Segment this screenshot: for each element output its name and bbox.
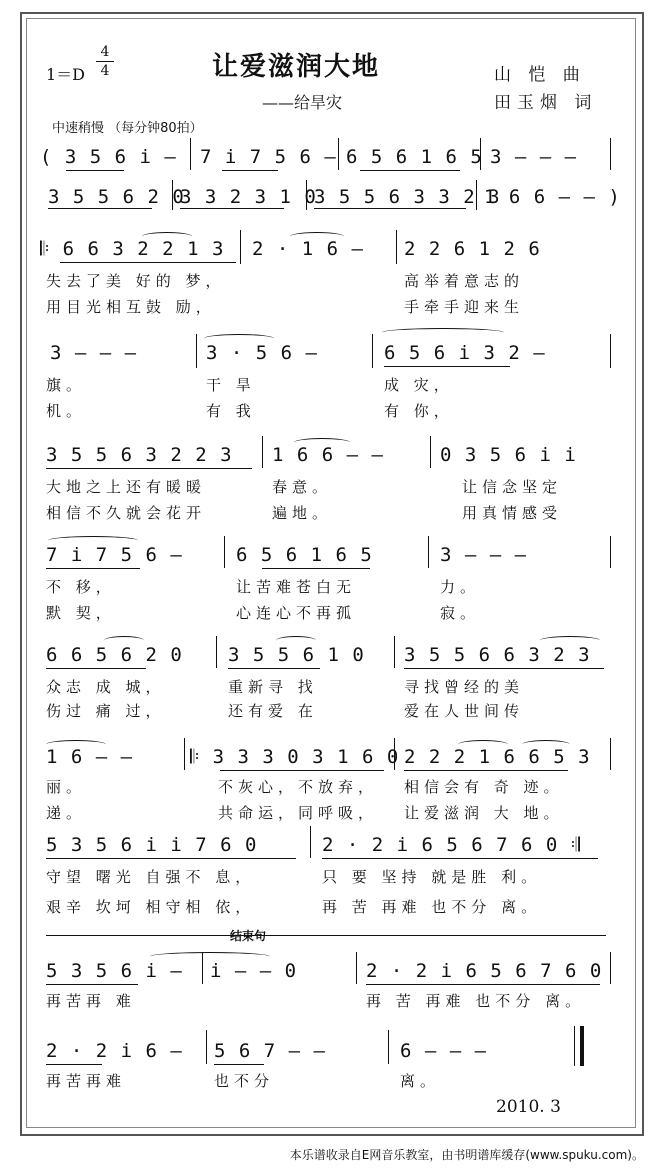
measure: 6 5 6 i 3 2 —	[384, 342, 546, 364]
measure: 5 6 7 — —	[214, 1040, 326, 1062]
lyric-verse2: 用目光相互鼓 励，	[46, 298, 216, 316]
measure: 3 — — —	[50, 342, 138, 364]
beam	[222, 170, 278, 171]
measure: 𝄆 3 3 3 0 3 1 6 0	[190, 746, 400, 768]
lyric-verse1: 春意。	[272, 478, 333, 496]
lyric-verse2: 还有爱 在	[228, 702, 318, 720]
lyric-verse1: 寻找曾经的美	[404, 678, 525, 696]
lyric-verse1: 干 旱	[206, 376, 256, 394]
beam	[214, 1064, 264, 1065]
time-signature-top: 4	[100, 44, 110, 60]
ending-bracket	[46, 935, 606, 936]
measure: 7 i 7 5 6 —	[46, 544, 183, 566]
lyric-verse2: 有 你，	[384, 402, 454, 420]
measure: 0 3 5 6 i i	[440, 444, 577, 466]
beam	[360, 170, 460, 171]
measure: i — — 0	[210, 960, 298, 982]
measure: 6 — — —	[400, 1040, 488, 1062]
bar-line	[356, 952, 357, 984]
measure: 2 · 2 i 6 —	[46, 1040, 183, 1062]
bar-line	[306, 180, 307, 210]
measure: 2 · 2 i 6 5 6 7 6 0 𝄇	[322, 834, 582, 856]
measure: 2 2 6 1 2 6	[404, 238, 541, 260]
time-signature-bottom: 4	[100, 63, 110, 79]
lyric-verse2: 共命运，同呼吸，	[218, 804, 379, 822]
bar-line	[338, 138, 339, 170]
bar-line	[476, 180, 477, 210]
slur	[382, 328, 504, 337]
measure: ( 3 5 6 i —	[40, 146, 177, 168]
measure: 3 5 5 6 3 2 2 3	[46, 444, 233, 466]
lyric-verse1: 重新寻 找	[228, 678, 318, 696]
final-bar-line-thin	[574, 1026, 575, 1066]
beam	[314, 208, 466, 209]
bar-line	[428, 536, 429, 568]
measure: 3 — — —	[440, 544, 528, 566]
bar-line	[394, 636, 395, 668]
lyric-verse2: 相信不久就会花开	[46, 504, 207, 522]
measure: 2 2 2 1 6 6 5 3	[404, 746, 591, 768]
bar-line	[196, 334, 197, 368]
lyric-verse2: 递。	[46, 804, 87, 822]
beam	[60, 262, 236, 263]
measure: 3 5 5 6 1 0	[228, 644, 365, 666]
lyric-verse1: 让苦难苍白无	[236, 578, 357, 596]
bar-line	[610, 334, 611, 368]
bar-line	[480, 138, 481, 170]
lyric-verse2: 艰辛 坎坷 相守相 依，	[46, 898, 256, 916]
beam	[46, 568, 140, 569]
lyric-verse2: 机。	[46, 402, 87, 420]
measure: 6 5 6 1 6 5	[236, 544, 373, 566]
bar-line	[184, 738, 185, 770]
lyric-verse2: 让爱滋润 大 地。	[404, 804, 564, 822]
bar-line	[224, 536, 225, 568]
lyric-verse1: 丽。	[46, 778, 87, 796]
song-subtitle: ——给旱灾	[262, 93, 343, 112]
beam	[384, 366, 510, 367]
bar-line	[430, 436, 431, 468]
bar-line	[388, 1030, 389, 1064]
lyric-verse1: 力。	[440, 578, 481, 596]
lyric-verse1: 大地之上还有暖暖	[46, 478, 207, 496]
beam	[366, 984, 600, 985]
bar-line	[216, 636, 217, 668]
lyric-verse2: 有 我	[206, 402, 256, 420]
lyric-verse1: 失去了美 好的 梦，	[46, 272, 226, 290]
lyric-verse2: 心连心不再孤	[236, 604, 357, 622]
time-signature-line	[96, 61, 114, 62]
beam	[46, 984, 138, 985]
lyricist-credit: 田玉烟 词	[494, 93, 598, 113]
beam	[322, 858, 598, 859]
key-signature: 1＝D	[46, 65, 86, 84]
measure: 3 · 5 6 —	[206, 342, 318, 364]
lyric-verse1: 相信会有 奇 迹。	[404, 778, 564, 796]
beam	[46, 468, 252, 469]
lyric-final: 再苦再难	[46, 1072, 127, 1090]
bar-line	[372, 334, 373, 368]
tempo-marking: 中速稍慢 （每分钟80拍）	[52, 121, 203, 136]
lyric-verse1: 让信念坚定	[462, 478, 563, 496]
measure: 3 5 5 6 3 3 2 3	[314, 186, 501, 208]
beam	[46, 1064, 102, 1065]
bar-line	[610, 952, 611, 984]
lyric-verse2: 手牵手迎来生	[404, 298, 525, 316]
lyric-verse2: 寂。	[440, 604, 481, 622]
bar-line	[610, 138, 611, 170]
lyric-verse1: 不 移，	[46, 578, 116, 596]
bar-line	[190, 138, 191, 170]
lyric-verse1: 旗。	[46, 376, 87, 394]
measure: 𝄆 6 6 3 2 2 1 3	[40, 238, 225, 260]
measure: 1 6 6 — — )	[484, 186, 621, 208]
measure: 2 · 2 i 6 5 6 7 6 0	[366, 960, 603, 982]
lyric-final: 再苦再 难	[46, 992, 136, 1010]
bar-line	[610, 738, 611, 770]
lyric-verse2: 爱在人世间传	[404, 702, 525, 720]
measure: 5 3 5 6 i i 7 6 0	[46, 834, 258, 856]
measure: 7 i 7 5 6 —	[200, 146, 337, 168]
beam	[404, 668, 604, 669]
lyric-verse1: 不灰心，不放弃，	[218, 778, 379, 796]
bar-line	[262, 436, 263, 468]
bar-line	[396, 230, 397, 264]
bar-line	[206, 1030, 207, 1064]
beam	[228, 668, 320, 669]
lyric-verse2: 默 契，	[46, 604, 116, 622]
measure: 6 6 5 6 2 0	[46, 644, 183, 666]
beam	[46, 858, 296, 859]
lyric-final: 也不分	[214, 1072, 275, 1090]
measure: 3 5 5 6 2 0	[48, 186, 185, 208]
measure: 2 · 1 6 —	[252, 238, 364, 260]
lyric-verse2: 用真情感受	[462, 504, 563, 522]
song-title: 让爱滋润大地	[212, 52, 381, 82]
bar-line	[310, 826, 311, 858]
measure: 3 3 2 3 1 0	[180, 186, 317, 208]
final-bar-line-thick	[580, 1026, 584, 1066]
measure: 3 5 5 6 6 3 2 3	[404, 644, 591, 666]
lyric-verse2: 遍地。	[272, 504, 333, 522]
lyric-verse1: 守望 曙光 自强不 息，	[46, 868, 256, 886]
beam	[46, 668, 146, 669]
lyric-final: 离。	[400, 1072, 441, 1090]
bar-line	[610, 536, 611, 568]
bar-line	[172, 180, 173, 210]
bar-line	[240, 230, 241, 264]
lyric-final: 再 苦 再难 也不分 离。	[366, 992, 586, 1010]
date: 2010. 3	[496, 1097, 561, 1117]
measure: 3 — — —	[490, 146, 578, 168]
lyric-verse1: 只 要 坚持 就是胜 利。	[322, 868, 542, 886]
beam	[180, 208, 284, 209]
composer-credit: 山 恺 曲	[494, 65, 586, 85]
measure: 5 3 5 6 i —	[46, 960, 183, 982]
time-signature	[96, 44, 114, 79]
beam	[404, 770, 568, 771]
lyric-verse2: 伤过 痛 过，	[46, 702, 166, 720]
measure: 1 6 6 — —	[272, 444, 384, 466]
measure: 6 5 6 1 6 5	[346, 146, 483, 168]
beam	[220, 770, 384, 771]
lyric-verse1: 高举着意志的	[404, 272, 525, 290]
bar-line	[394, 738, 395, 770]
bar-line	[202, 952, 203, 984]
measure: 1 6 — —	[46, 746, 134, 768]
lyric-verse1: 众志 成 城，	[46, 678, 166, 696]
beam	[262, 568, 370, 569]
lyric-verse2: 再 苦 再难 也不分 离。	[322, 898, 542, 916]
footer-credit: 本乐谱收录自E网音乐教室，由书明谱库缓存(www.spuku.com)。	[289, 1148, 644, 1162]
lyric-verse1: 成 灾，	[384, 376, 454, 394]
beam	[66, 170, 124, 171]
ending-label: 结束句	[230, 929, 267, 943]
beam	[48, 208, 152, 209]
